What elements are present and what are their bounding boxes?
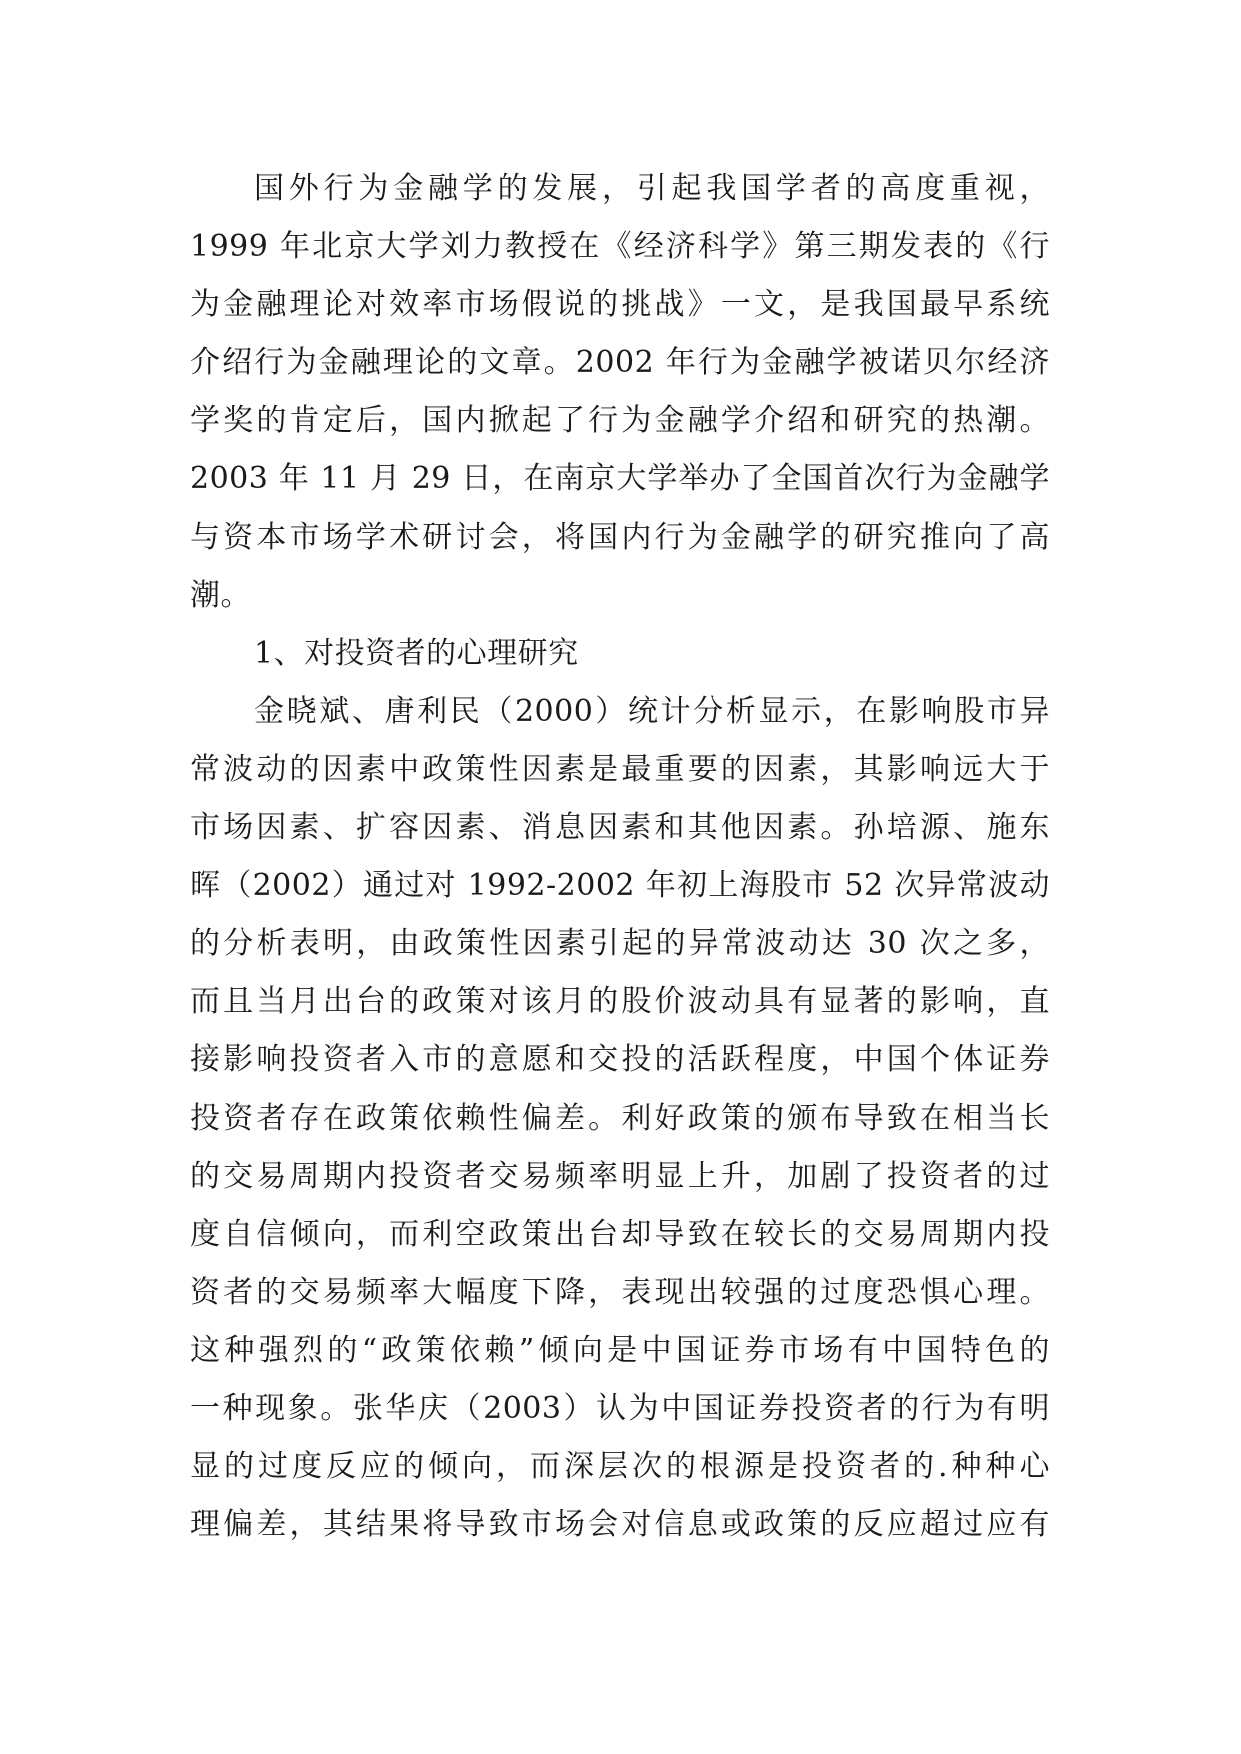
text-line: 为金融理论对效率市场假说的挑战》一文，是我国最早系统 (190, 287, 1050, 323)
text-line: 理偏差，其结果将导致市场会对信息或政策的反应超过应有 (190, 1507, 1050, 1543)
text-line: 的分析表明，由政策性因素引起的异常波动达 30 次之多， (190, 926, 1050, 962)
text-line: 潮。 (190, 577, 251, 613)
text-line: 与资本市场学术研讨会，将国内行为金融学的研究推向了高 (190, 519, 1050, 555)
text-line: 学奖的肯定后，国内掀起了行为金融学介绍和研究的热潮。 (190, 403, 1050, 439)
text-line: 而且当月出台的政策对该月的股价波动具有显著的影响，直 (190, 984, 1050, 1020)
text-line: 介绍行为金融理论的文章。2002 年行为金融学被诺贝尔经济 (190, 345, 1050, 381)
text-line: 的交易周期内投资者交易频率明显上升，加剧了投资者的过 (190, 1158, 1050, 1194)
text-line: 市场因素、扩容因素、消息因素和其他因素。孙培源、施东 (190, 810, 1050, 846)
text-line: 这种强烈的“政策依赖”倾向是中国证券市场有中国特色的 (190, 1332, 1050, 1368)
text-line: 晖（2002）通过对 1992-2002 年初上海股市 52 次异常波动 (190, 868, 1050, 904)
text-line: 接影响投资者入市的意愿和交投的活跃程度，中国个体证券 (190, 1042, 1050, 1078)
body-text (190, 160, 1050, 1554)
text-line: 度自信倾向，而利空政策出台却导致在较长的交易周期内投 (190, 1216, 1050, 1252)
text-line: 一种现象。张华庆（2003）认为中国证券投资者的行为有明 (190, 1390, 1050, 1426)
text-line: 常波动的因素中政策性因素是最重要的因素，其影响远大于 (190, 751, 1050, 787)
text-line: 2003 年 11 月 29 日，在南京大学举办了全国首次行为金融学 (190, 461, 1050, 497)
text-line: 金晓斌、唐利民（2000）统计分析显示，在影响股市异 (254, 693, 1050, 729)
text-line: 资者的交易频率大幅度下降，表现出较强的过度恐惧心理。 (190, 1274, 1050, 1310)
text-line: 国外行为金融学的发展，引起我国学者的高度重视， (254, 171, 1050, 206)
text-line: 投资者存在政策依赖性偏差。利好政策的颁布导致在相当长 (190, 1100, 1050, 1136)
text-line: 1、对投资者的心理研究 (254, 635, 579, 671)
text-line: 显的过度反应的倾向，而深层次的根源是投资者的.种种心 (190, 1449, 1050, 1485)
text-line: 1999 年北京大学刘力教授在《经济科学》第三期发表的《行 (190, 229, 1050, 265)
